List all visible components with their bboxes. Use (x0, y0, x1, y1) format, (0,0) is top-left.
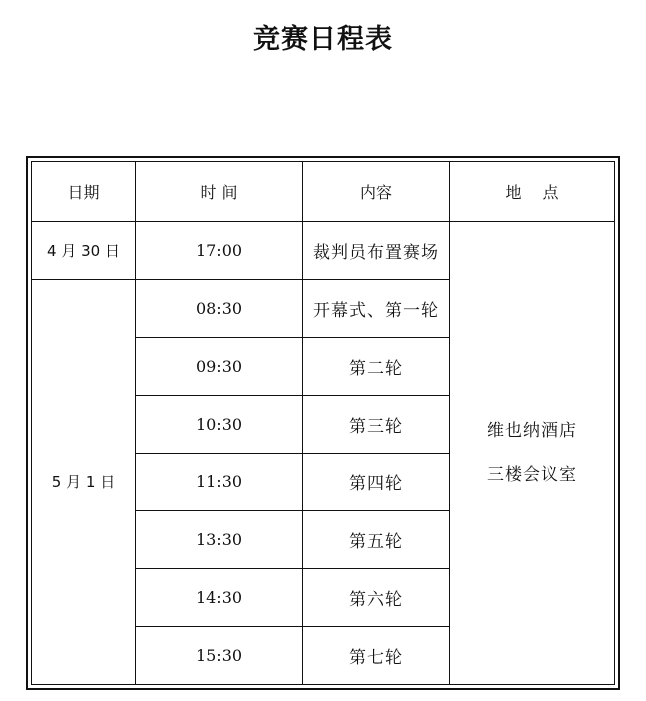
content-cell: 第七轮 (303, 627, 450, 685)
time-cell: 17:00 (136, 222, 303, 280)
header-location: 地 点 (450, 162, 615, 222)
page-title: 竞赛日程表 (253, 24, 393, 55)
location-cell (450, 222, 615, 685)
location-line-2: 三楼会议室 (487, 465, 577, 485)
time-cell: 08:30 (136, 279, 303, 337)
content-cell: 第六轮 (303, 569, 450, 627)
header-time: 时 间 (136, 162, 303, 222)
time-cell: 14:30 (136, 569, 303, 627)
time-cell: 10:30 (136, 395, 303, 453)
time-cell: 11:30 (136, 453, 303, 511)
schedule-table-frame (26, 156, 620, 690)
time-cell: 13:30 (136, 511, 303, 569)
table-row (32, 222, 615, 280)
date-cell-may1: 5 月 1 日 (32, 279, 136, 684)
location-line-1: 维也纳酒店 (487, 421, 577, 441)
content-cell: 第三轮 (303, 395, 450, 453)
schedule-table (31, 161, 615, 685)
content-cell: 开幕式、第一轮 (303, 279, 450, 337)
header-content: 内容 (303, 162, 450, 222)
time-cell: 09:30 (136, 337, 303, 395)
content-cell: 第四轮 (303, 453, 450, 511)
content-cell: 第二轮 (303, 337, 450, 395)
header-date: 日期 (32, 162, 136, 222)
table-header-row (32, 162, 615, 222)
content-cell: 第五轮 (303, 511, 450, 569)
date-cell-apr30: 4 月 30 日 (32, 222, 136, 280)
time-cell: 15:30 (136, 627, 303, 685)
content-cell: 裁判员布置赛场 (303, 222, 450, 280)
